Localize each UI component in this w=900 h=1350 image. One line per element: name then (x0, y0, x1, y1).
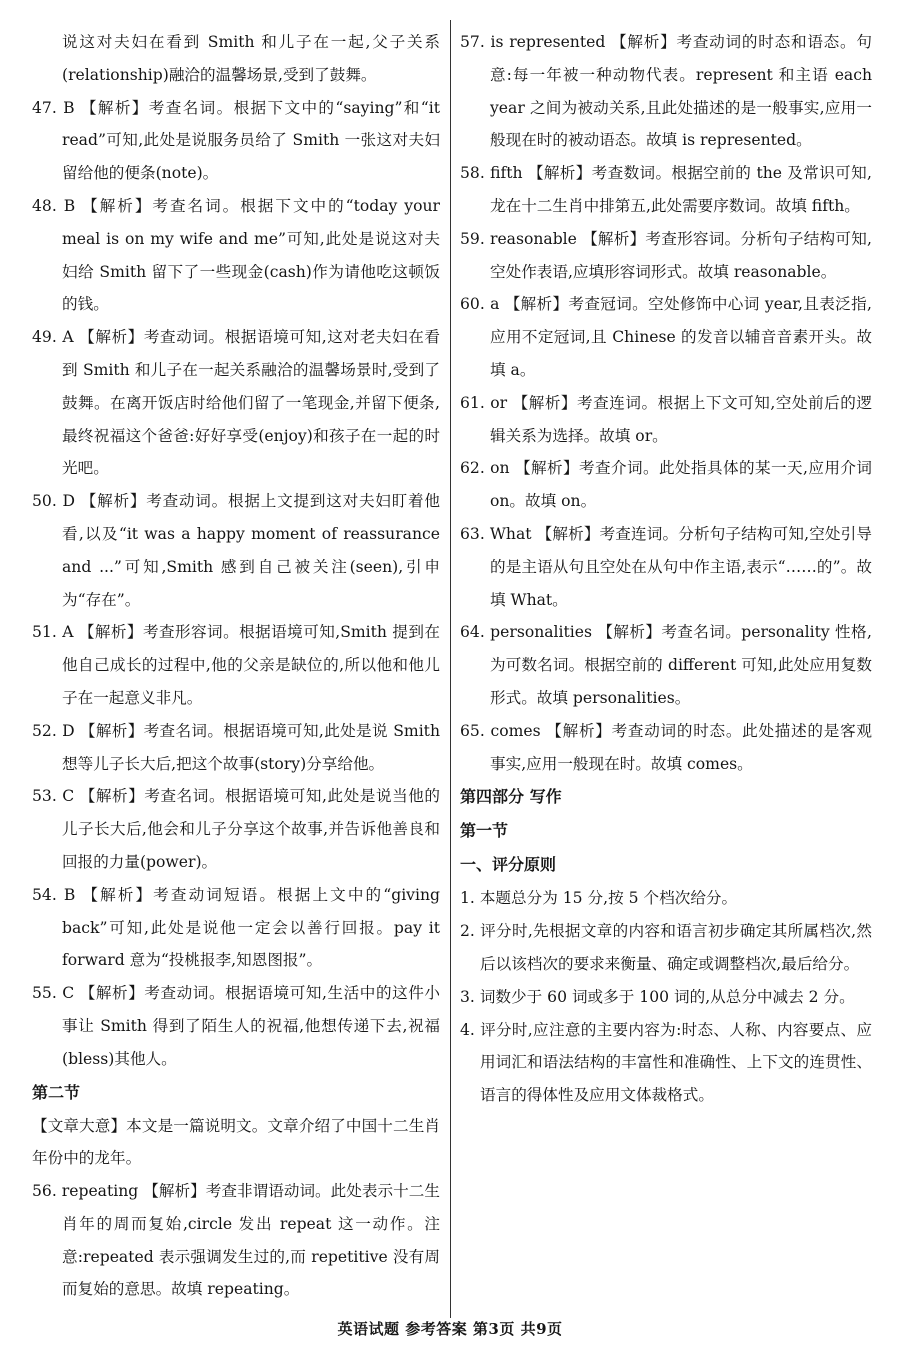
section-1-heading: 第一节 (460, 821, 509, 841)
left-column (32, 26, 440, 1306)
answer-item: 52. D 【解析】考查名词。根据语境可知,此处是说 Smith 想等儿子长大后,把这个故事(story)分享给他。 (32, 721, 440, 773)
answer-item: 53. C 【解析】考查名词。根据语境可知,此处是说当他的儿子长大后,他会和儿子分享这个故事,并告诉他善良和回报的力量(power)。 (32, 787, 440, 871)
answer-item: 51. A 【解析】考查形容词。根据语境可知,Smith 提到在他自己成长的过程中,他的父亲是缺位的,所以他和他儿子在一起意义非凡。 (32, 623, 440, 707)
scoring-rule: 3. 词数少于 60 词或多于 100 词的,从总分中减去 2 分。 (460, 987, 855, 1006)
answer-item: 54. B 【解析】考查动词短语。根据上文中的“giving back”可知,此处是说他一定会以善行回报。pay it forward 意为“投桃报李,知恩图报”。 (32, 885, 440, 970)
scoring-rule: 4. 评分时,应注意的主要内容为:时态、人称、内容要点、应用词汇和语法结构的丰富性和准确性、上下文的连贯性、语言的得体性及应用文体裁格式。 (460, 1020, 872, 1105)
answer-item: 64. personalities 【解析】考查名词。personality 性格,为可数名词。根据空前的 different 可知,此处应用复数形式。故填 personalities。 (460, 623, 872, 707)
answer-item: 58. fifth 【解析】考查数词。根据空前的 the 及常识可知,龙在十二生肖中排第五,此处需要序数词。故填 fifth。 (460, 164, 872, 215)
scoring-rules-list (460, 882, 872, 1112)
answer-item: 50. D 【解析】考查动词。根据上文提到这对夫妇盯着他看,以及“it was a happy moment of reassurance and ...”可知,Smith 感到自己被关注(seen),引申为“存在”。 (32, 492, 440, 609)
article-summary: 【文章大意】本文是一篇说明文。文章介绍了中国十二生肖年份中的龙年。 (32, 1116, 440, 1168)
page-footer: 英语试题 参考答案 第3页 共9页 (337, 1320, 563, 1338)
answer-item: 55. C 【解析】考查动词。根据语境可知,生活中的这件小事让 Smith 得到了陌生人的祝福,他想传递下去,祝福(bless)其他人。 (32, 984, 440, 1068)
scoring-rule: 2. 评分时,先根据文章的内容和语言初步确定其所属档次,然后以该档次的要求来衡量、确定或调整档次,最后给分。 (460, 922, 872, 973)
right-answer-list (460, 26, 872, 780)
scoring-rules-heading: 一、评分原则 (460, 855, 557, 875)
left-answer-list (32, 92, 440, 1076)
answer-item: 48. B 【解析】考查名词。根据下文中的“today your meal is on my wife and me”可知,此处是说这对夫妇给 Smith 留下了一些现金(cash)作为请他吃这顿饭的钱。 (32, 196, 440, 314)
answer-item: 57. is represented 【解析】考查动词的时态和语态。句意:每一年被一种动物代表。represent 和主语 each year 之间为被动关系,且此处描述的是一般事实,应用一般现在时的被动语态。故填 is represented。 (460, 33, 872, 150)
continued-paragraph: 说这对夫妇在看到 Smith 和儿子在一起,父子关系(relationship)融洽的温馨场景,受到了鼓舞。 (62, 33, 440, 84)
answer-item: 47. B 【解析】考查名词。根据下文中的“saying”和“it read”可知,此处是说服务员给了 Smith 一张这对夫妇留给他的便条(note)。 (32, 98, 440, 183)
part-4-heading: 第四部分 写作 (460, 787, 562, 807)
right-column (460, 26, 872, 1112)
answer-item: 59. reasonable 【解析】考查形容词。分析句子结构可知,空处作表语,应填形容词形式。故填 reasonable。 (460, 229, 872, 281)
answer-item: 49. A 【解析】考查动词。根据语境可知,这对老夫妇在看到 Smith 和儿子在一起关系融洽的温馨场景时,受到了鼓舞。在离开饭店时给他们留了一笔现金,并留下便条,最终祝福这个爸爸:好好享受(enjoy)和孩子在一起的时光吧。 (32, 328, 440, 478)
answer-item: 60. a 【解析】考查冠词。空处修饰中心词 year,且表泛指,应用不定冠词,且 Chinese 的发音以辅音音素开头。故填 a。 (460, 295, 872, 379)
answer-item: 65. comes 【解析】考查动词的时态。此处描述的是客观事实,应用一般现在时。故填 comes。 (460, 721, 872, 773)
column-divider (450, 20, 451, 1318)
answer-item: 61. or 【解析】考查连词。根据上下文可知,空处前后的逻辑关系为选择。故填 or。 (460, 393, 872, 445)
answer-item: 63. What 【解析】考查连词。分析句子结构可知,空处引导的是主语从句且空处在从句中作主语,表示“……的”。故填 What。 (460, 524, 872, 609)
scoring-rule: 1. 本题总分为 15 分,按 5 个档次给分。 (460, 889, 738, 908)
section-2-heading: 第二节 (32, 1082, 81, 1102)
answer-item: 62. on 【解析】考查介词。此处指具体的某一天,应用介词 on。故填 on。 (460, 459, 872, 511)
answer-item-56: 56. repeating 【解析】考查非谓语动词。此处表示十二生肖年的周而复始,circle 发出 repeat 这一动作。注意:repeated 表示强调发生过的,而 repetitive 没有周而复始的意思。故填 repeating。 (32, 1182, 440, 1299)
